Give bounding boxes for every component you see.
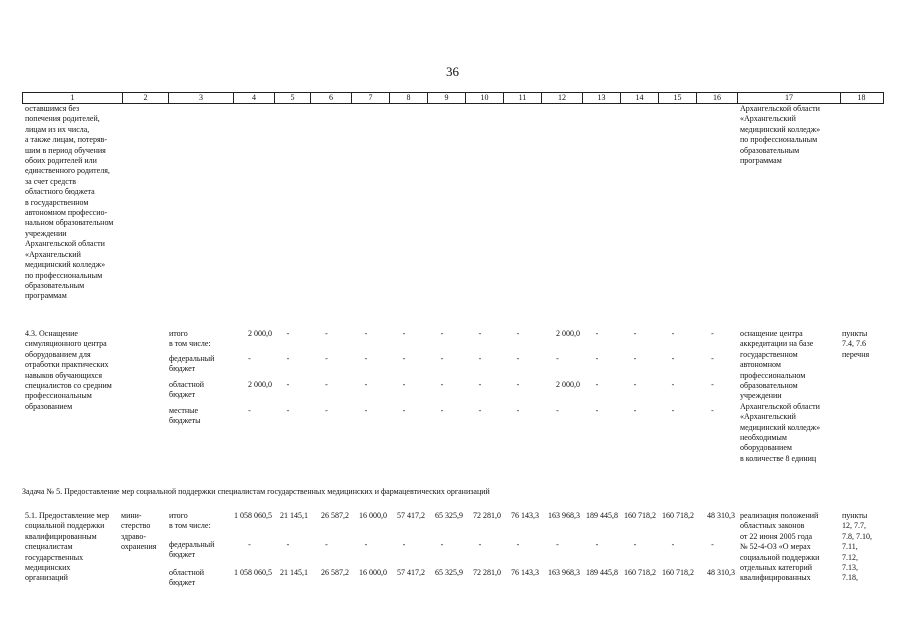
column-header-4: 4 bbox=[234, 93, 275, 103]
value-cell: - bbox=[671, 540, 675, 549]
value-cell: - bbox=[711, 406, 714, 415]
value-cell: 16 000,0 bbox=[359, 511, 387, 520]
value-cell: - bbox=[325, 406, 328, 415]
value-cell: - bbox=[556, 354, 559, 363]
value-cell: - bbox=[711, 354, 714, 363]
value-cell: - bbox=[711, 540, 714, 549]
value-cell: 16 000,0 bbox=[359, 568, 387, 577]
value-cell: - bbox=[364, 380, 368, 389]
value-cell: - bbox=[516, 329, 520, 338]
value-cell: - bbox=[286, 354, 290, 363]
value-cell: - bbox=[440, 380, 444, 389]
value-cell: - bbox=[325, 540, 328, 549]
value-cell: - bbox=[633, 329, 637, 338]
value-cell: - bbox=[325, 354, 328, 363]
value-cell: - bbox=[633, 354, 637, 363]
value-cell: 72 281,0 bbox=[473, 511, 501, 520]
column-number-header bbox=[22, 92, 884, 104]
task-5-heading: Задача № 5. Предоставление мер социальной поддержки специалистам государственных медицинских и фармацевтических организаций bbox=[22, 487, 490, 496]
row-5-1-result: реализация положений областных законов от 22 июня 2005 года № 52-4-ОЗ «О мерах социальной поддержки отдельных категорий квалифицированных bbox=[740, 511, 820, 583]
row-5-1-description: 5.1. Предоставление мер социальной поддержки квалифицированным специалистам государственных медицинских организаций bbox=[25, 511, 110, 583]
value-cell: - bbox=[325, 329, 328, 338]
value-cell: - bbox=[595, 406, 599, 415]
row-43-subrow-label: федеральный бюджет bbox=[169, 354, 215, 374]
column-header-5: 5 bbox=[275, 93, 311, 103]
value-cell: - bbox=[556, 540, 559, 549]
value-cell: 160 718,2 bbox=[624, 511, 656, 520]
value-cell: 160 718,2 bbox=[624, 568, 656, 577]
value-cell: - bbox=[478, 354, 482, 363]
value-cell: 189 445,8 bbox=[586, 568, 618, 577]
value-cell: 160 718,2 bbox=[662, 511, 694, 520]
column-header-3: 3 bbox=[169, 93, 234, 103]
value-cell: 65 325,9 bbox=[435, 511, 463, 520]
row-4-3-reference: пункты 7.4, 7.6 перечня bbox=[842, 329, 870, 359]
value-cell: 163 968,3 bbox=[548, 568, 580, 577]
row-cont-description: оставшимся без попечения родителей, лицам из их числа, а также лицам, потеряв- шим в период обучения обоих родителей или единственного родителя, за счет средств областного бюджета в государственном автономном профессио- нальном образовательном учреждении Архангельской области «Архангельский медицинский колледж» по профессиональным образовательным программам bbox=[25, 104, 114, 301]
row-43-subrow-label: областной бюджет bbox=[169, 380, 205, 400]
value-cell: - bbox=[595, 540, 599, 549]
column-header-14: 14 bbox=[621, 93, 659, 103]
column-header-11: 11 bbox=[504, 93, 542, 103]
value-cell: - bbox=[286, 380, 290, 389]
column-header-2: 2 bbox=[123, 93, 169, 103]
value-cell: 2 000,0 bbox=[556, 329, 580, 338]
value-cell: - bbox=[595, 329, 599, 338]
value-cell: - bbox=[325, 380, 328, 389]
column-header-10: 10 bbox=[466, 93, 504, 103]
value-cell: - bbox=[516, 406, 520, 415]
value-cell: - bbox=[440, 540, 444, 549]
value-cell: - bbox=[671, 406, 675, 415]
row-4-3-description: 4.3. Оснащение симуляционного центра оборудованием для отработки практических навыков обучающихся специалистов со средним профессиональным образованием bbox=[25, 329, 112, 411]
value-cell: - bbox=[595, 354, 599, 363]
value-cell: - bbox=[402, 380, 406, 389]
column-header-8: 8 bbox=[390, 93, 428, 103]
value-cell: 1 058 060,5 bbox=[234, 568, 272, 577]
value-cell: - bbox=[516, 540, 520, 549]
value-cell: 57 417,2 bbox=[397, 511, 425, 520]
column-header-9: 9 bbox=[428, 93, 466, 103]
row-51-subrow-label: областной бюджет bbox=[169, 568, 205, 588]
value-cell: 2 000,0 bbox=[248, 380, 272, 389]
value-cell: - bbox=[440, 329, 444, 338]
value-cell: - bbox=[364, 540, 368, 549]
value-cell: 48 310,3 bbox=[707, 511, 735, 520]
value-cell: - bbox=[671, 329, 675, 338]
row-5-1-executor: мини- стерство здраво- охранения bbox=[121, 511, 157, 552]
value-cell: - bbox=[248, 406, 251, 415]
column-header-18: 18 bbox=[857, 93, 866, 102]
row-5-1-reference: пункты 12, 7.7, 7.8, 7.10, 7.11, 7.12, 7.13, 7.18, bbox=[842, 511, 872, 583]
row-cont-result: Архангельской области «Архангельский медицинский колледж» по профессиональным образовательным программам bbox=[740, 104, 821, 166]
value-cell: - bbox=[402, 406, 406, 415]
column-header-13: 13 bbox=[583, 93, 621, 103]
row-4-3-result: оснащение центра аккредитации на базе государственном автономном профессиональном образовательном учреждении Архангельской области «Архангельский медицинский колледж» необходимым оборудованием в количестве 8 единиц bbox=[740, 329, 821, 463]
column-header-15: 15 bbox=[659, 93, 697, 103]
page-number: 36 bbox=[446, 64, 459, 79]
value-cell: - bbox=[286, 406, 290, 415]
row-51-subrow-label: итого в том числе: bbox=[169, 511, 211, 531]
value-cell: 1 058 060,5 bbox=[234, 511, 272, 520]
column-header-17: 17 bbox=[738, 93, 841, 103]
column-header-6: 6 bbox=[311, 93, 352, 103]
value-cell: - bbox=[248, 354, 251, 363]
value-cell: - bbox=[711, 380, 714, 389]
value-cell: - bbox=[478, 540, 482, 549]
value-cell: - bbox=[633, 380, 637, 389]
column-header-16: 16 bbox=[697, 93, 738, 103]
value-cell: - bbox=[402, 540, 406, 549]
value-cell: - bbox=[364, 406, 368, 415]
value-cell: - bbox=[516, 354, 520, 363]
value-cell: - bbox=[402, 354, 406, 363]
value-cell: 26 587,2 bbox=[321, 511, 349, 520]
row-43-subrow-label: местные бюджеты bbox=[169, 406, 201, 426]
value-cell: 160 718,2 bbox=[662, 568, 694, 577]
value-cell: - bbox=[364, 329, 368, 338]
value-cell: - bbox=[286, 329, 290, 338]
value-cell: - bbox=[478, 329, 482, 338]
value-cell: 163 968,3 bbox=[548, 511, 580, 520]
value-cell: - bbox=[478, 406, 482, 415]
value-cell: 21 145,1 bbox=[280, 511, 308, 520]
value-cell: 189 445,8 bbox=[586, 511, 618, 520]
value-cell: - bbox=[595, 380, 599, 389]
value-cell: 2 000,0 bbox=[248, 329, 272, 338]
column-header-12: 12 bbox=[542, 93, 583, 103]
value-cell: 65 325,9 bbox=[435, 568, 463, 577]
row-51-subrow-label: федеральный бюджет bbox=[169, 540, 215, 560]
value-cell: - bbox=[711, 329, 714, 338]
value-cell: - bbox=[671, 354, 675, 363]
value-cell: 72 281,0 bbox=[473, 568, 501, 577]
value-cell: - bbox=[364, 354, 368, 363]
value-cell: 76 143,3 bbox=[511, 568, 539, 577]
value-cell: - bbox=[286, 540, 290, 549]
value-cell: - bbox=[516, 380, 520, 389]
value-cell: - bbox=[248, 540, 251, 549]
row-43-subrow-label: итого в том числе: bbox=[169, 329, 211, 349]
value-cell: 57 417,2 bbox=[397, 568, 425, 577]
column-header-1: 1 bbox=[23, 93, 123, 103]
value-cell: 21 145,1 bbox=[280, 568, 308, 577]
value-cell: 48 310,3 bbox=[707, 568, 735, 577]
value-cell: - bbox=[440, 406, 444, 415]
value-cell: 76 143,3 bbox=[511, 511, 539, 520]
value-cell: 26 587,2 bbox=[321, 568, 349, 577]
value-cell: - bbox=[478, 380, 482, 389]
column-header-7: 7 bbox=[352, 93, 390, 103]
value-cell: - bbox=[671, 380, 675, 389]
value-cell: - bbox=[440, 354, 444, 363]
value-cell: - bbox=[633, 406, 637, 415]
value-cell: 2 000,0 bbox=[556, 380, 580, 389]
value-cell: - bbox=[556, 406, 559, 415]
value-cell: - bbox=[402, 329, 406, 338]
value-cell: - bbox=[633, 540, 637, 549]
